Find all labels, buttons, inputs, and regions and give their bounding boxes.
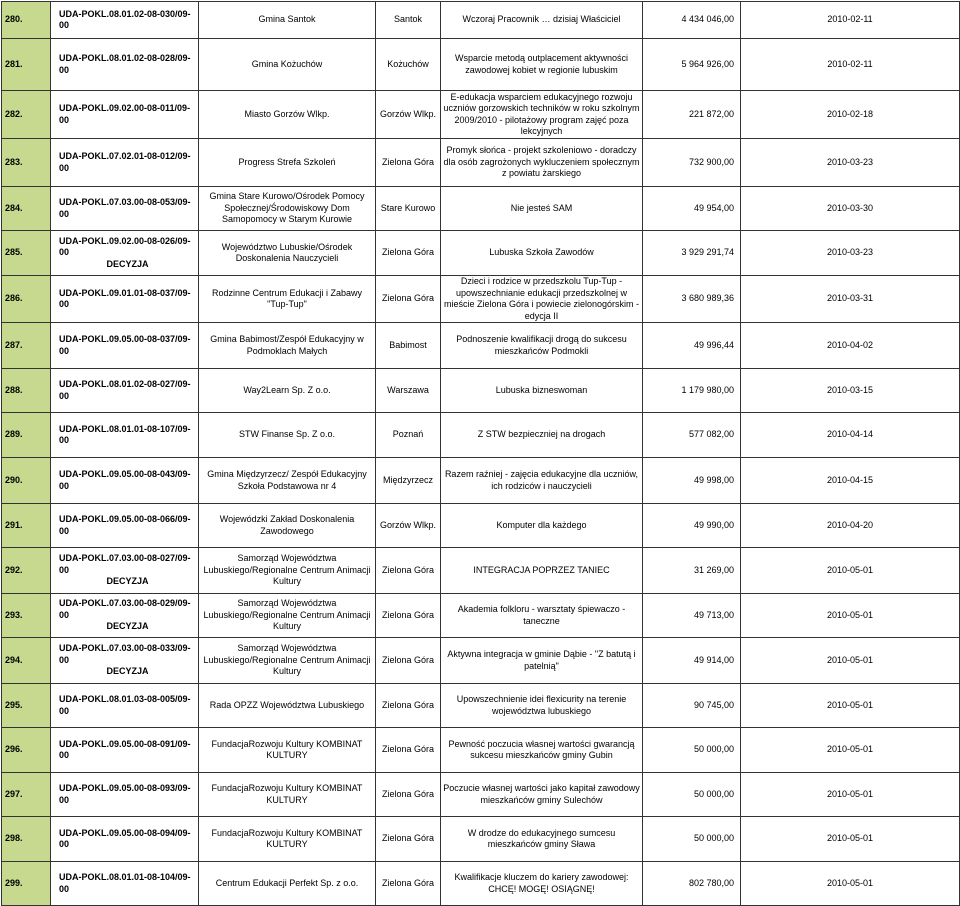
- funding-amount: 3 929 291,74: [643, 231, 741, 276]
- row-number: 295.: [2, 684, 51, 728]
- row-number: 299.: [2, 862, 51, 906]
- signing-date: 2010-02-11: [741, 2, 960, 39]
- row-number: 298.: [2, 817, 51, 862]
- beneficiary-city: Zielona Góra: [376, 548, 441, 594]
- project-title: Akademia folkloru - warsztaty śpiewaczo - taneczne: [441, 594, 643, 638]
- agreement-code: UDA-POKL.09.05.00-08-037/09-00: [51, 323, 199, 369]
- signing-date: 2010-04-15: [741, 458, 960, 504]
- beneficiary-city: Zielona Góra: [376, 638, 441, 684]
- table-row: [2, 139, 960, 187]
- project-title: Lubuska Szkoła Zawodów: [441, 231, 643, 276]
- table-row: [2, 773, 960, 817]
- project-title: Kwalifikacje kluczem do kariery zawodowej: CHCĘ! MOGĘ! OSIĄGNĘ!: [441, 862, 643, 906]
- table-row: [2, 684, 960, 728]
- table-row: [2, 369, 960, 413]
- beneficiary-name: Samorząd Województwa Lubuskiego/Regionalne Centrum Animacji Kultury: [199, 594, 376, 638]
- table-row: [2, 548, 960, 594]
- beneficiary-city: Zielona Góra: [376, 773, 441, 817]
- funding-amount: 732 900,00: [643, 139, 741, 187]
- row-number: 283.: [2, 139, 51, 187]
- agreement-code: UDA-POKL.08.01.02-08-028/09-00: [51, 39, 199, 91]
- beneficiary-name: Centrum Edukacji Perfekt Sp. z o.o.: [199, 862, 376, 906]
- beneficiary-name: Progress Strefa Szkoleń: [199, 139, 376, 187]
- funding-amount: 4 434 046,00: [643, 2, 741, 39]
- beneficiary-name: FundacjaRozwoju Kultury KOMBINAT KULTURY: [199, 728, 376, 773]
- beneficiary-name: Gmina Santok: [199, 2, 376, 39]
- funding-amount: 49 998,00: [643, 458, 741, 504]
- table-row: [2, 39, 960, 91]
- decision-label: DECYZJA: [106, 666, 149, 677]
- table-row: [2, 2, 960, 39]
- project-title: Dzieci i rodzice w przedszkolu Tup-Tup - upowszechnianie edukacji przedszkolnej w mieście Zielona Góra i powiecie zielonogórskim - edycja II: [441, 276, 643, 323]
- project-title: Nie jesteś SAM: [441, 187, 643, 231]
- table-row: [2, 862, 960, 906]
- agreement-code: UDA-POKL.08.01.01-08-107/09-00: [51, 413, 199, 458]
- agreement-code: UDA-POKL.08.01.02-08-030/09-00: [51, 2, 199, 39]
- row-number: 287.: [2, 323, 51, 369]
- signing-date: 2010-05-01: [741, 862, 960, 906]
- project-title: Poczucie własnej wartości jako kapitał zawodowy mieszkańców gminy Sulechów: [441, 773, 643, 817]
- row-number: 292.: [2, 548, 51, 594]
- projects-table: [1, 1, 960, 906]
- project-title: E-edukacja wsparciem edukacyjnego rozwoju uczniów gorzowskich techników w roku szkolnym 2009/2010 - pilotażowy program zajęć poza lekcyjnych: [441, 91, 643, 139]
- funding-amount: 31 269,00: [643, 548, 741, 594]
- table-row: [2, 458, 960, 504]
- beneficiary-city: Międzyrzecz: [376, 458, 441, 504]
- table-row: [2, 413, 960, 458]
- table-row: [2, 728, 960, 773]
- project-title: Wczoraj Pracownik … dzisiaj Właściciel: [441, 2, 643, 39]
- signing-date: 2010-05-01: [741, 773, 960, 817]
- row-number: 290.: [2, 458, 51, 504]
- beneficiary-city: Zielona Góra: [376, 817, 441, 862]
- signing-date: 2010-05-01: [741, 684, 960, 728]
- row-number: 293.: [2, 594, 51, 638]
- signing-date: 2010-05-01: [741, 728, 960, 773]
- project-title: Komputer dla każdego: [441, 504, 643, 548]
- agreement-code: UDA-POKL.08.01.03-08-005/09-00: [51, 684, 199, 728]
- funding-amount: 49 954,00: [643, 187, 741, 231]
- beneficiary-city: Zielona Góra: [376, 684, 441, 728]
- agreement-code: UDA-POKL.09.05.00-08-094/09-00: [51, 817, 199, 862]
- table-row: [2, 817, 960, 862]
- funding-amount: 50 000,00: [643, 728, 741, 773]
- signing-date: 2010-05-01: [741, 638, 960, 684]
- beneficiary-name: Miasto Gorzów Wlkp.: [199, 91, 376, 139]
- beneficiary-city: Poznań: [376, 413, 441, 458]
- row-number: 280.: [2, 2, 51, 39]
- beneficiary-city: Gorzów Wlkp.: [376, 91, 441, 139]
- beneficiary-name: Gmina Kożuchów: [199, 39, 376, 91]
- table-row: [2, 231, 960, 276]
- beneficiary-city: Zielona Góra: [376, 594, 441, 638]
- table-row: [2, 638, 960, 684]
- beneficiary-name: Wojewódzki Zakład Doskonalenia Zawodowego: [199, 504, 376, 548]
- beneficiary-city: Zielona Góra: [376, 276, 441, 323]
- funding-amount: 802 780,00: [643, 862, 741, 906]
- beneficiary-city: Zielona Góra: [376, 139, 441, 187]
- project-title: W drodze do edukacyjnego sumcesu mieszkańców gminy Sława: [441, 817, 643, 862]
- row-number: 289.: [2, 413, 51, 458]
- row-number: 294.: [2, 638, 51, 684]
- row-number: 286.: [2, 276, 51, 323]
- agreement-code: UDA-POKL.09.05.00-08-091/09-00: [51, 728, 199, 773]
- signing-date: 2010-02-11: [741, 39, 960, 91]
- funding-amount: 50 000,00: [643, 817, 741, 862]
- agreement-code: UDA-POKL.08.01.02-08-027/09-00: [51, 369, 199, 413]
- project-title: Promyk słońca - projekt szkoleniowo - doradczy dla osób zagrożonych wykluczeniem społecznym z powiatu żarskiego: [441, 139, 643, 187]
- project-title: Razem raźniej - zajęcia edukacyjne dla uczniów, ich rodziców i nauczycieli: [441, 458, 643, 504]
- agreement-code: UDA-POKL.09.02.00-08-026/09-00 DECYZJA: [51, 231, 199, 276]
- beneficiary-name: Way2Learn Sp. Z o.o.: [199, 369, 376, 413]
- beneficiary-city: Kożuchów: [376, 39, 441, 91]
- beneficiary-name: Gmina Babimost/Zespół Edukacyjny w Podmoklach Małych: [199, 323, 376, 369]
- funding-amount: 1 179 980,00: [643, 369, 741, 413]
- row-number: 281.: [2, 39, 51, 91]
- beneficiary-name: Samorząd Województwa Lubuskiego/Regionalne Centrum Animacji Kultury: [199, 548, 376, 594]
- funding-amount: 577 082,00: [643, 413, 741, 458]
- agreement-code: UDA-POKL.07.02.01-08-012/09-00: [51, 139, 199, 187]
- funding-amount: 50 000,00: [643, 773, 741, 817]
- project-title: Z STW bezpieczniej na drogach: [441, 413, 643, 458]
- table-row: [2, 91, 960, 139]
- project-title: Upowszechnienie idei flexicurity na terenie województwa lubuskiego: [441, 684, 643, 728]
- project-title: Podnoszenie kwalifikacji drogą do sukcesu mieszkańców Podmokli: [441, 323, 643, 369]
- row-number: 297.: [2, 773, 51, 817]
- signing-date: 2010-02-18: [741, 91, 960, 139]
- signing-date: 2010-03-23: [741, 231, 960, 276]
- beneficiary-name: Województwo Lubuskie/Ośrodek Doskonalenia Nauczycieli: [199, 231, 376, 276]
- project-title: Lubuska bizneswoman: [441, 369, 643, 413]
- agreement-code: UDA-POKL.07.03.00-08-029/09-00 DECYZJA: [51, 594, 199, 638]
- beneficiary-city: Santok: [376, 2, 441, 39]
- table-row: [2, 594, 960, 638]
- table-row: [2, 187, 960, 231]
- signing-date: 2010-03-30: [741, 187, 960, 231]
- signing-date: 2010-04-14: [741, 413, 960, 458]
- agreement-code: UDA-POKL.09.05.00-08-066/09-00: [51, 504, 199, 548]
- funding-amount: 49 713,00: [643, 594, 741, 638]
- funding-amount: 3 680 989,36: [643, 276, 741, 323]
- beneficiary-city: Gorzów Wlkp.: [376, 504, 441, 548]
- funding-amount: 49 990,00: [643, 504, 741, 548]
- signing-date: 2010-03-23: [741, 139, 960, 187]
- row-number: 296.: [2, 728, 51, 773]
- table-row: [2, 323, 960, 369]
- funding-amount: 5 964 926,00: [643, 39, 741, 91]
- signing-date: 2010-04-20: [741, 504, 960, 548]
- signing-date: 2010-03-15: [741, 369, 960, 413]
- agreement-code: UDA-POKL.07.03.00-08-053/09-00: [51, 187, 199, 231]
- project-title: Pewność poczucia własnej wartości gwarancją sukcesu mieszkańców gminy Gubin: [441, 728, 643, 773]
- beneficiary-name: STW Finanse Sp. Z o.o.: [199, 413, 376, 458]
- beneficiary-city: Zielona Góra: [376, 862, 441, 906]
- agreement-code: UDA-POKL.08.01.01-08-104/09-00: [51, 862, 199, 906]
- beneficiary-name: Gmina Międzyrzecz/ Zespół Edukacyjny Szkoła Podstawowa nr 4: [199, 458, 376, 504]
- funding-amount: 221 872,00: [643, 91, 741, 139]
- beneficiary-city: Warszawa: [376, 369, 441, 413]
- table-row: [2, 504, 960, 548]
- funding-amount: 49 996,44: [643, 323, 741, 369]
- row-number: 282.: [2, 91, 51, 139]
- beneficiary-name: FundacjaRozwoju Kultury KOMBINAT KULTURY: [199, 817, 376, 862]
- agreement-code: UDA-POKL.09.01.01-08-037/09-00: [51, 276, 199, 323]
- agreement-code: UDA-POKL.09.05.00-08-043/09-00: [51, 458, 199, 504]
- beneficiary-city: Zielona Góra: [376, 728, 441, 773]
- agreement-code: UDA-POKL.09.05.00-08-093/09-00: [51, 773, 199, 817]
- row-number: 285.: [2, 231, 51, 276]
- signing-date: 2010-05-01: [741, 548, 960, 594]
- beneficiary-name: Rodzinne Centrum Edukacji i Zabawy "Tup-Tup": [199, 276, 376, 323]
- project-title: Aktywna integracja w gminie Dąbie - "Z batutą i patelnią": [441, 638, 643, 684]
- project-title: Wsparcie metodą outplacement aktywności zawodowej kobiet w regionie lubuskim: [441, 39, 643, 91]
- project-title: INTEGRACJA POPRZEZ TANIEC: [441, 548, 643, 594]
- projects-table-body: [2, 2, 960, 906]
- beneficiary-name: Rada OPZZ Województwa Lubuskiego: [199, 684, 376, 728]
- decision-label: DECYZJA: [106, 621, 149, 632]
- row-number: 284.: [2, 187, 51, 231]
- beneficiary-name: Gmina Stare Kurowo/Ośrodek Pomocy Społecznej/Środowiskowy Dom Samopomocy w Starym Kurowie: [199, 187, 376, 231]
- agreement-code: UDA-POKL.07.03.00-08-027/09-00 DECYZJA: [51, 548, 199, 594]
- signing-date: 2010-04-02: [741, 323, 960, 369]
- table-row: [2, 276, 960, 323]
- agreement-code: UDA-POKL.07.03.00-08-033/09-00 DECYZJA: [51, 638, 199, 684]
- beneficiary-name: FundacjaRozwoju Kultury KOMBINAT KULTURY: [199, 773, 376, 817]
- decision-label: DECYZJA: [106, 258, 149, 269]
- agreement-code: UDA-POKL.09.02.00-08-011/09-00: [51, 91, 199, 139]
- decision-label: DECYZJA: [106, 576, 149, 587]
- beneficiary-name: Samorząd Województwa Lubuskiego/Regionalne Centrum Animacji Kultury: [199, 638, 376, 684]
- beneficiary-city: Stare Kurowo: [376, 187, 441, 231]
- funding-amount: 49 914,00: [643, 638, 741, 684]
- signing-date: 2010-05-01: [741, 594, 960, 638]
- beneficiary-city: Babimost: [376, 323, 441, 369]
- signing-date: 2010-05-01: [741, 817, 960, 862]
- row-number: 288.: [2, 369, 51, 413]
- signing-date: 2010-03-31: [741, 276, 960, 323]
- beneficiary-city: Zielona Góra: [376, 231, 441, 276]
- funding-amount: 90 745,00: [643, 684, 741, 728]
- row-number: 291.: [2, 504, 51, 548]
